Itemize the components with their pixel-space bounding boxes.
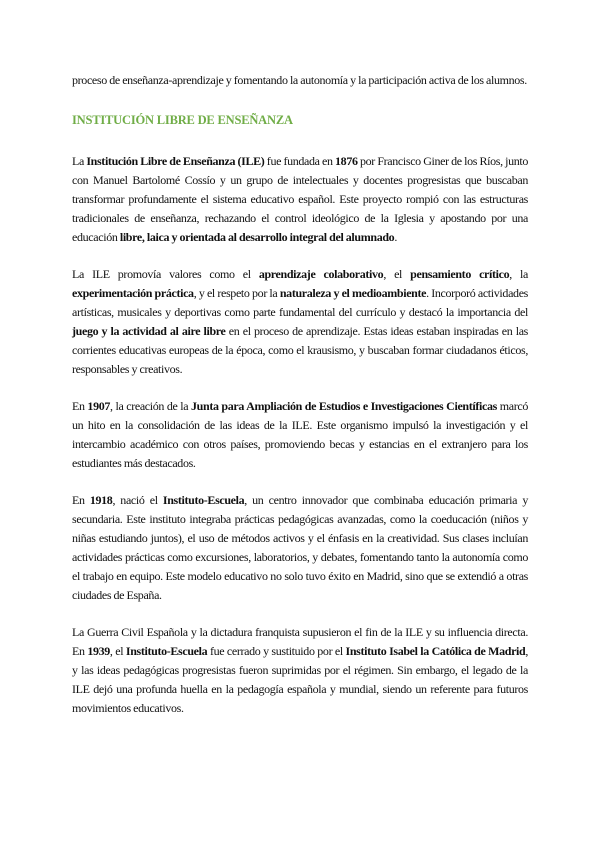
document-body — [72, 71, 528, 736]
text-run: . — [394, 230, 397, 244]
paragraph-junta-1907 — [72, 397, 528, 473]
paragraph-instituto-escuela-1918 — [72, 491, 528, 605]
paragraph-ile-values — [72, 265, 528, 379]
bold-run: aprendizaje colaborativo — [258, 267, 384, 281]
text-run: La Guerra Civil Española y la dictadura franquista supusieron el fin de la ILE y su influencia directa. En — [72, 625, 528, 658]
text-run: , el — [109, 644, 126, 658]
intro-paragraph: proceso de enseñanza-aprendizaje y fomentando la autonomía y la participación activa de los alumnos. — [72, 73, 527, 87]
text-run: En — [72, 399, 88, 413]
text-run: , nació el — [112, 493, 163, 507]
bold-run: 1876 — [335, 154, 358, 168]
text-run: en el proceso de aprendizaje. Estas ideas estaban inspiradas en las corrientes educativas europeas de la época, como el krausismo, y buscaban formar ciudadanos éticos, responsables y creativos. — [72, 324, 528, 376]
text-run: fue cerrado y sustituido por el — [207, 644, 346, 658]
text-run: , y el respeto por la — [193, 286, 280, 300]
text-run: . Incorporó actividades artísticas, musicales y deportivas como parte fundamental del currículo y destacó la importancia del — [72, 286, 528, 319]
bold-run: juego y la actividad al aire libre — [72, 324, 226, 338]
text-run: por Francisco Giner de los Ríos, junto con Manuel Bartolomé Cossío y un grupo de intelectuales y docentes progresistas que buscaban transformar profundamente el sistema educativo español. Este proyecto rompió con las estructuras tradicionales de enseñanza, rechazando el control ideológico de la Iglesia y apostando por una educación — [72, 154, 529, 244]
text-run: , la creación de la — [110, 399, 192, 413]
text-run: La — [72, 154, 87, 168]
text-run: En — [72, 493, 90, 507]
bold-run: libre, laica y orientada al desarrollo integral del alumnado — [119, 230, 395, 244]
paragraph-ile-founding — [72, 152, 528, 247]
bold-run: 1939 — [87, 644, 110, 658]
bold-run: pensamiento crítico — [410, 267, 510, 281]
text-run: , la — [509, 267, 528, 281]
text-run: , un centro innovador que combinaba educación primaria y secundaria. Este instituto integraba prácticas pedagógicas avanzadas, como la coeducación (niños y niñas estudiando juntos), el uso de métodos activos y el énfasis en la creatividad. Sus clases incluían actividades prácticas como excursiones, laboratorios, y debates, fomentando tanto la autonomía como el trabajo en equipo. Este modelo educativo no solo tuvo éxito en Madrid, sino que se extendió a otras ciudades de España. — [72, 493, 528, 602]
paragraph-civil-war-legacy — [72, 623, 528, 718]
text-run: marcó un hito en la consolidación de las ideas de la ILE. Este organismo impulsó la investigación y el intercambio académico con otros países, promoviendo becas y estancias en el extranjero para los estudiantes más destacados. — [72, 399, 528, 470]
section-heading: INSTITUCIÓN LIBRE DE ENSEÑANZA — [72, 113, 293, 127]
bold-run: 1918 — [89, 493, 113, 507]
text-run: , y las ideas pedagógicas progresistas fueron suprimidas por el régimen. Sin embargo, el legado de la ILE dejó una profunda huella en la pedagogía española y mundial, siendo un referente para futuros movimientos educativos. — [72, 644, 529, 715]
bold-run: Instituto-Escuela — [125, 644, 208, 658]
bold-run: Institución Libre de Enseñanza (ILE) — [86, 154, 265, 168]
bold-run: experimentación práctica — [72, 286, 194, 300]
bold-run: Instituto-Escuela — [162, 493, 245, 507]
text-run: fue fundada en — [264, 154, 336, 168]
bold-run: naturaleza y el medioambiente — [279, 286, 427, 300]
text-run: , el — [383, 267, 411, 281]
bold-run: 1907 — [87, 399, 111, 413]
bold-run: Junta para Ampliación de Estudios e Investigaciones Científicas — [191, 399, 497, 413]
text-run: La ILE promovía valores como el — [72, 267, 259, 281]
bold-run: Instituto Isabel la Católica de Madrid — [345, 644, 526, 658]
